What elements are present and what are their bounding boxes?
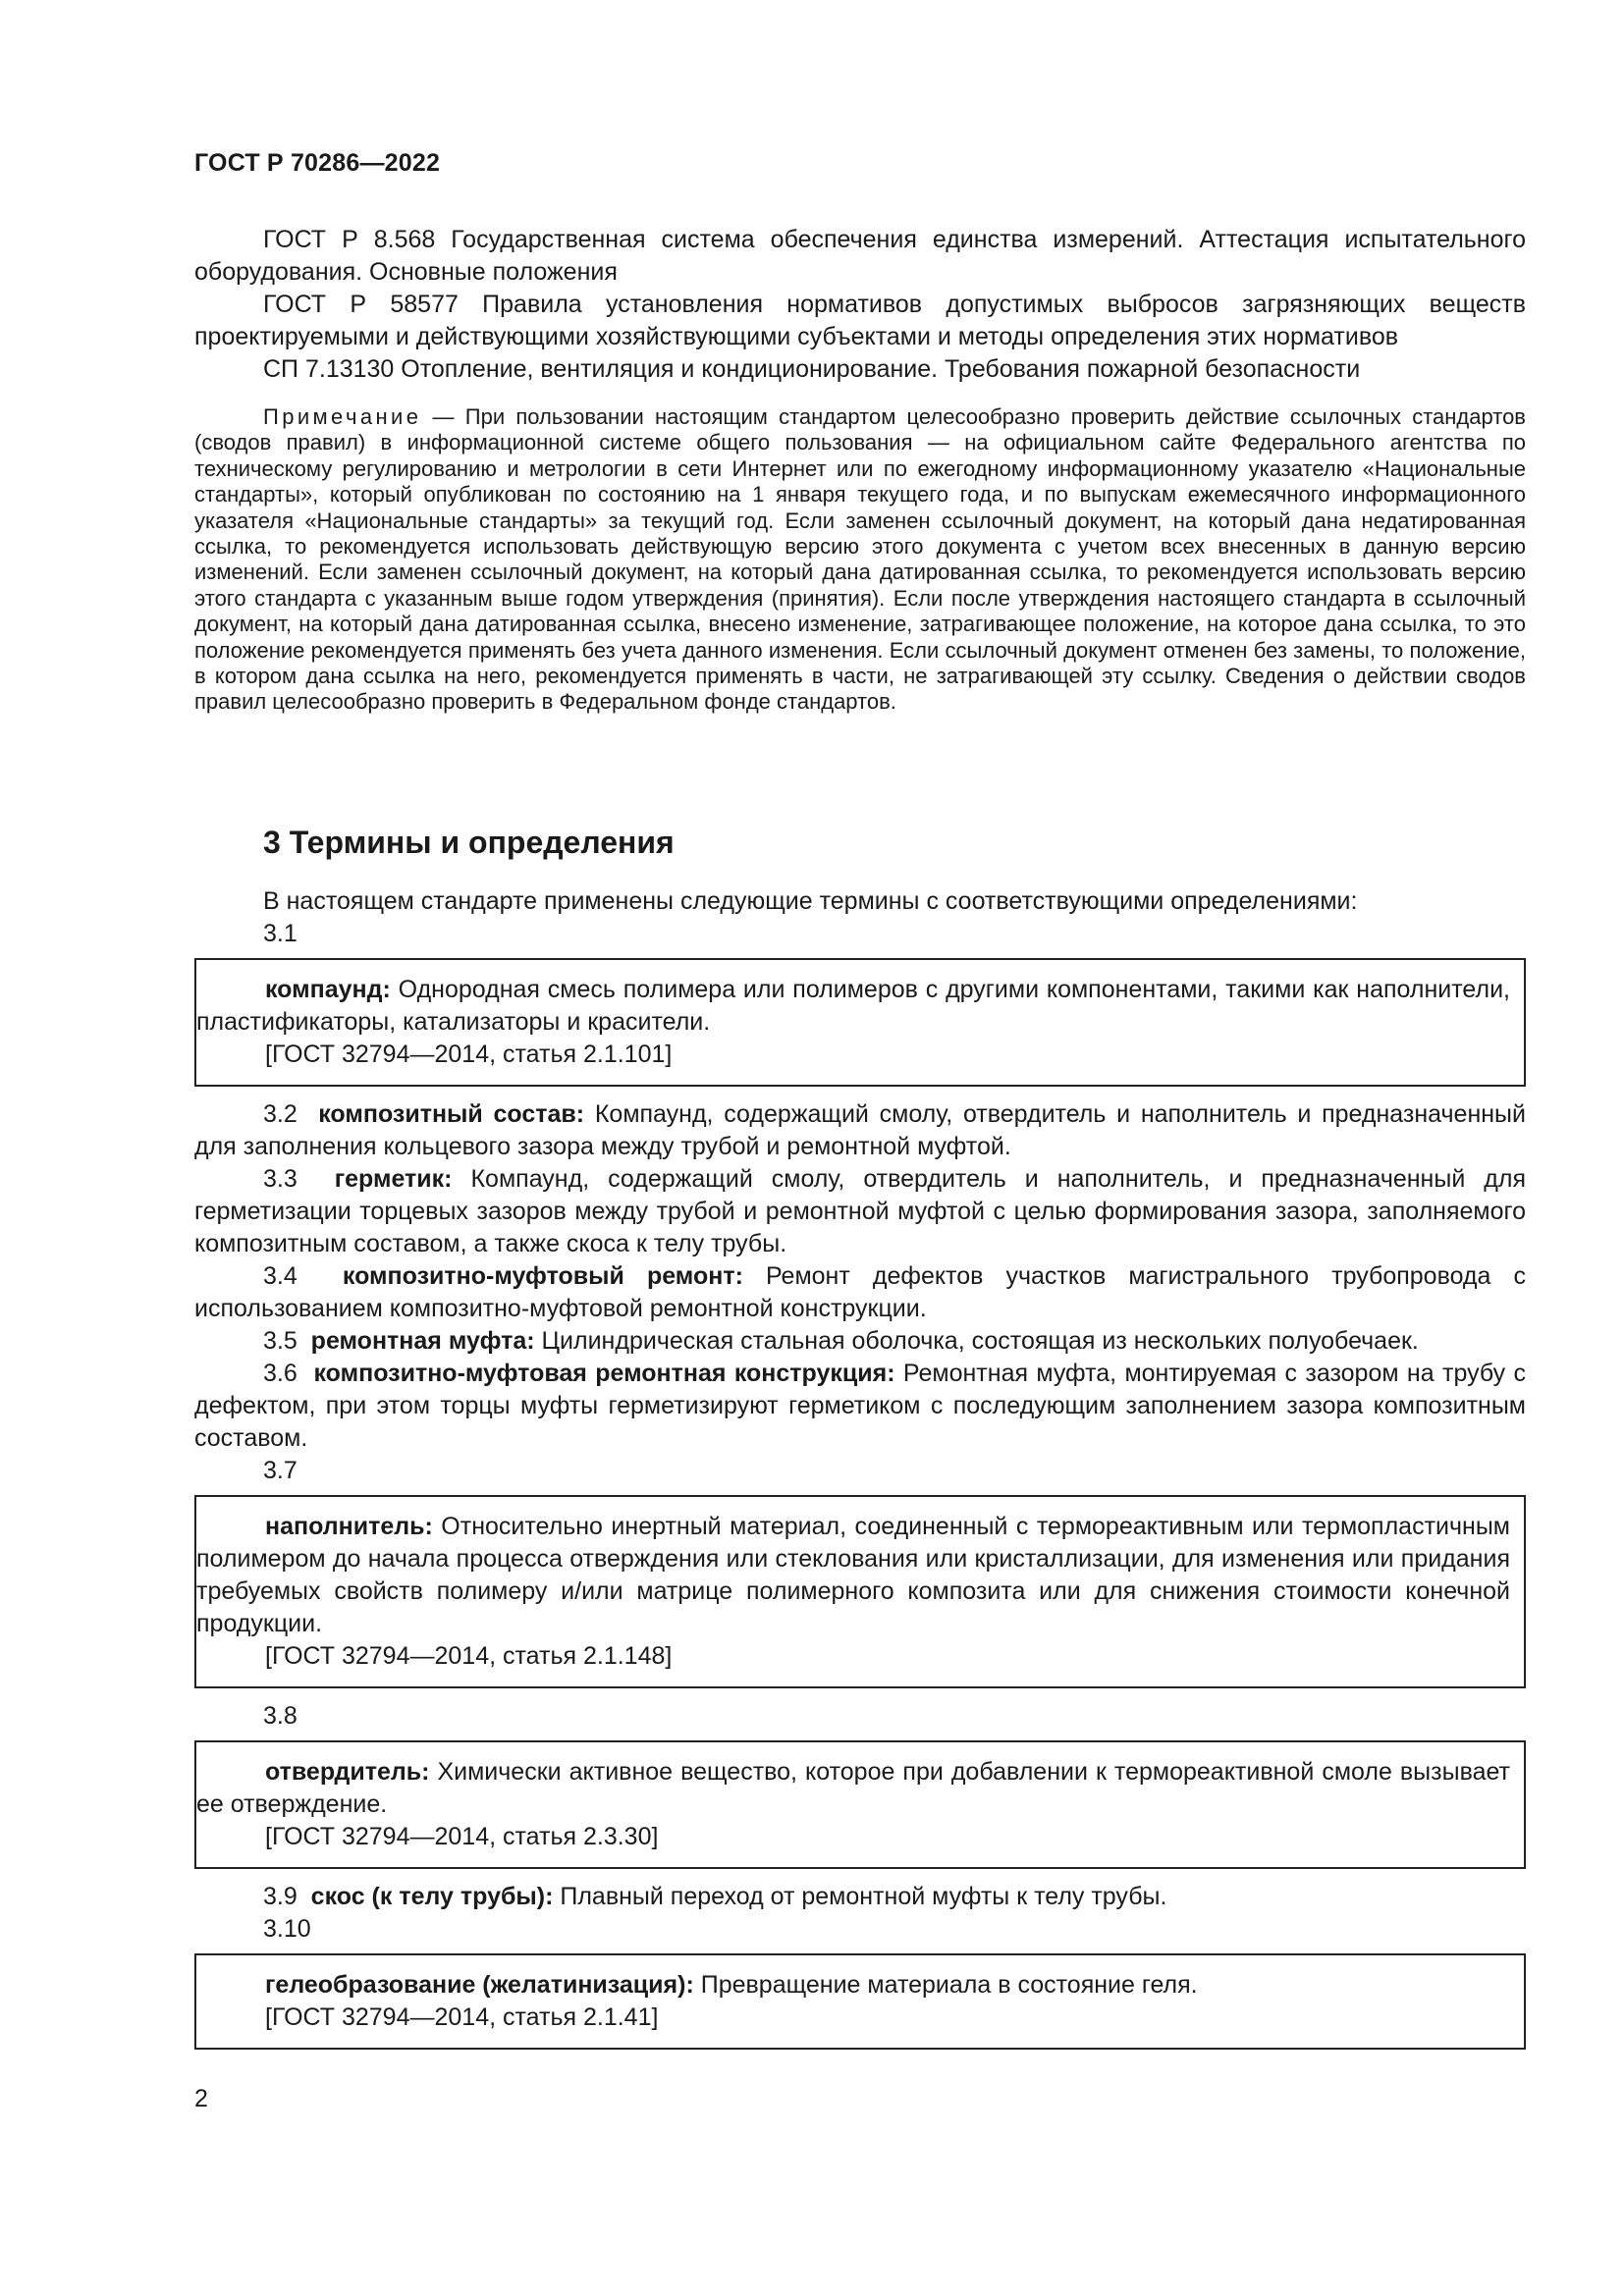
term-source: [ГОСТ 32794—2014, статья 2.1.101] bbox=[265, 1041, 673, 1068]
term-source: [ГОСТ 32794—2014, статья 2.1.148] bbox=[265, 1642, 673, 1670]
term-definition: гелеобразование (желатинизация): Превращение материала в состояние геля. bbox=[265, 1971, 1198, 1999]
term-entry: 3.5 ремонтная муфта: Цилиндрическая стальная оболочка, состоящая из нескольких полуобечаек. bbox=[263, 1327, 1419, 1355]
term-definition: компаунд: Однородная смесь полимера или полимеров с другими компонентами, такими как наполнители, пластификаторы, катализаторы и красители. bbox=[196, 976, 1510, 1036]
note-block bbox=[194, 404, 1526, 716]
term-box-hardener bbox=[194, 1740, 1526, 1869]
reference-item: СП 7.13130 Отопление, вентиляция и кондиционирование. Требования пожарной безопасности bbox=[263, 355, 1361, 383]
note-text: — При пользовании настоящим стандартом целесообразно проверить действие ссылочных стандартов (сводов правил) в информационной системе общего пользования — на официальном сайте Федерального агентства по техническому регулированию и метрологии в сети Интернет или по ежегодному информационному указателю «Национальные стандарты», который опубликован по состоянию на 1 января текущего года, и по выпускам ежемесячного информационного указателя «Национальные стандарты» за текущий год. Если заменен ссылочный документ, на который дана недатированная ссылка, то рекомендуется использовать действующую версию этого документа с учетом всех внесенных в данную версию изменений. Если заменен ссылочный документ, на который дана датированная ссылка, то рекомендуется использовать версию этого стандарта с указанным выше годом утверждения (принятия). Если после утверждения настоящего стандарта в ссылочный документ, на который дана датированная ссылка, внесено изменение, затрагивающее положение, на которое дана ссылка, то это положение рекомендуется применять без учета данного изменения. Если ссылочный документ отменен без замены, то положение, в котором дана ссылка на него, рекомендуется применять в части, не затрагивающей эту ссылку. Сведения о действии сводов правил целесообразно проверить в Федеральном фонде стандартов. bbox=[194, 404, 1526, 715]
terms-section bbox=[194, 885, 1526, 2061]
term-entry: 3.6 композитно-муфтовая ремонтная конструкция: Ремонтная муфта, монтируемая с зазором на трубу с дефектом, при этом торцы муфты герметизируют герметиком с последующим заполнением зазора композитным составом. bbox=[194, 1360, 1526, 1452]
reference-item: ГОСТ Р 8.568 Государственная система обеспечения единства измерений. Аттестация испытательного оборудования. Основные положения bbox=[194, 226, 1526, 286]
term-entry: 3.4 композитно-муфтовый ремонт: Ремонт дефектов участков магистрального трубопровода с использованием композитно-муфтовой ремонтной конструкции. bbox=[194, 1262, 1526, 1322]
term-box-filler bbox=[194, 1495, 1526, 1688]
term-box-gelation bbox=[194, 1953, 1526, 2050]
page-number: 2 bbox=[194, 2085, 208, 2112]
term-name: композитно-муфтовый ремонт: bbox=[342, 1262, 743, 1290]
term-name: компаунд: bbox=[265, 976, 391, 1003]
term-entry: 3.3 герметик: Компаунд, содержащий смолу, отвердитель и наполнитель, и предназначенный для герметизации торцевых зазоров между трубой и ремонтной муфтой с целью формирования зазора, заполняемого композитным составом, а также скоса к телу трубы. bbox=[194, 1165, 1526, 1257]
term-name: скос (к телу трубы): bbox=[310, 1883, 554, 1910]
term-source: [ГОСТ 32794—2014, статья 2.3.30] bbox=[265, 1823, 659, 1850]
term-number: 3.10 bbox=[263, 1915, 311, 1943]
note-paragraph bbox=[194, 404, 1526, 716]
term-number: 3.1 bbox=[263, 920, 298, 947]
term-name: композитно-муфтовая ремонтная конструкция: bbox=[313, 1360, 895, 1387]
term-box-compound bbox=[194, 958, 1526, 1087]
term-number: 3.7 bbox=[263, 1457, 298, 1484]
term-number: 3.8 bbox=[263, 1702, 298, 1730]
document-header: ГОСТ Р 70286—2022 bbox=[194, 149, 441, 177]
term-name: наполнитель: bbox=[265, 1513, 433, 1540]
term-name: герметик: bbox=[334, 1165, 453, 1193]
term-definition: отвердитель: Химически активное вещество, которое при добавлении к термореактивной смоле вызывает ее отверждение. bbox=[196, 1758, 1510, 1818]
section-title: 3 Термины и определения bbox=[263, 825, 675, 860]
term-name: ремонтная муфта: bbox=[310, 1327, 535, 1355]
term-name: гелеобразование (желатинизация): bbox=[265, 1971, 694, 1999]
reference-item: ГОСТ Р 58577 Правила установления нормативов допустимых выбросов загрязняющих веществ проектируемыми и действующими хозяйствующими субъектами и методы определения этих нормативов bbox=[194, 291, 1526, 350]
term-entry: 3.2 композитный состав: Компаунд, содержащий смолу, отвердитель и наполнитель и предназначенный для заполнения кольцевого зазора между трубой и ремонтной муфтой. bbox=[194, 1100, 1526, 1160]
term-name: отвердитель: bbox=[265, 1758, 430, 1786]
normative-references bbox=[194, 224, 1526, 386]
section-intro: В настоящем стандарте применены следующие термины с соответствующими определениями: bbox=[263, 887, 1358, 915]
term-source: [ГОСТ 32794—2014, статья 2.1.41] bbox=[265, 2003, 659, 2031]
term-entry: 3.9 скос (к телу трубы): Плавный переход от ремонтной муфты к телу трубы. bbox=[263, 1883, 1167, 1910]
note-lead: Примечание bbox=[263, 404, 422, 429]
term-name: композитный состав: bbox=[318, 1100, 585, 1128]
term-definition: наполнитель: Относительно инертный материал, соединенный с термореактивным или термопластичным полимером до начала процесса отверждения или стеклования или кристаллизации, для изменения или придания требуемых свойств полимеру и/или матрице полимерного композита или для снижения стоимости конечной продукции. bbox=[196, 1513, 1510, 1637]
